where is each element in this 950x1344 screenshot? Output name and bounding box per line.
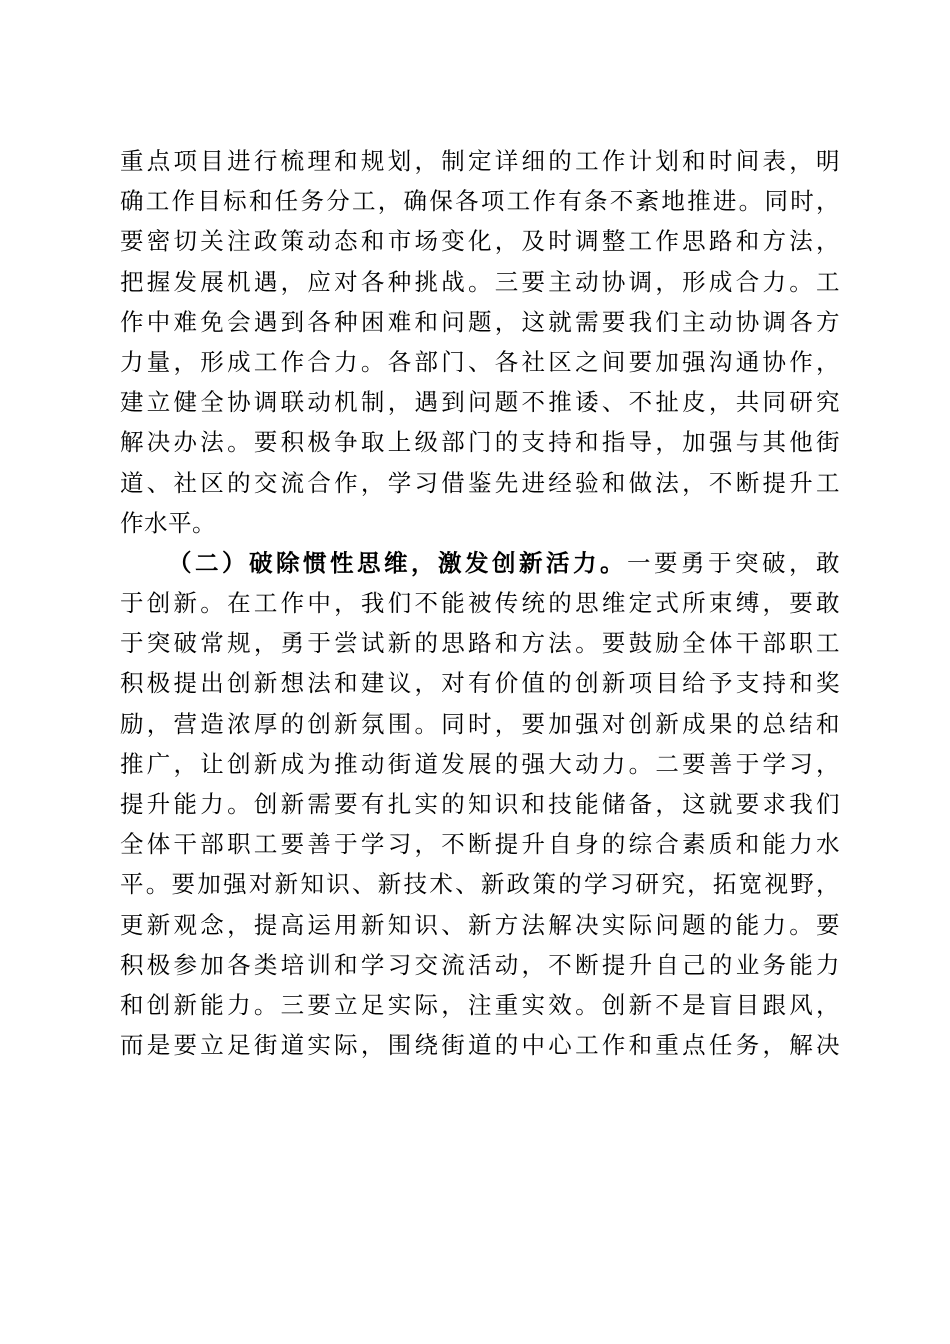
text-line: 积极参加各类培训和学习交流活动，不断提升自己的业务能力 [120, 950, 840, 979]
text-line: 解决办法。要积极争取上级部门的支持和指导，加强与其他街 [120, 428, 840, 457]
section-heading: （二）破除惯性思维，激发创新活力。 [168, 548, 627, 577]
text-line: 把握发展机遇，应对各种挑战。三要主动协调，形成合力。工 [120, 267, 840, 296]
text-line: 要密切关注政策动态和市场变化，及时调整工作思路和方法， [120, 227, 840, 256]
paragraph-2-first-line [120, 543, 840, 583]
text-line: 提升能力。创新需要有扎实的知识和技能储备，这就要求我们 [120, 790, 840, 818]
text-line: 而是要立足街道实际，围绕街道的中心工作和重点任务，解决 [120, 1031, 840, 1060]
text-line: 确工作目标和任务分工，确保各项工作有条不紊地推进。同时， [120, 187, 840, 216]
text-line: 作水平。 [120, 508, 216, 537]
text-line: 平。要加强对新知识、新技术、新政策的学习研究，拓宽视野， [120, 870, 840, 899]
text-line: 重点项目进行梳理和规划，制定详细的工作计划和时间表，明 [120, 147, 840, 175]
text-line: 作中难免会遇到各种困难和问题，这就需要我们主动协调各方 [120, 307, 840, 336]
text-line: 道、社区的交流合作，学习借鉴先进经验和做法，不断提升工 [120, 468, 840, 497]
text-line: 和创新能力。三要立足实际，注重实效。创新不是盲目跟风， [120, 990, 840, 1019]
text-line: 积极提出创新想法和建议，对有价值的创新项目给予支持和奖 [120, 669, 840, 698]
text-line: 推广，让创新成为推动街道发展的强大动力。二要善于学习， [120, 749, 840, 778]
text-line: 更新观念，提高运用新知识、新方法解决实际问题的能力。要 [120, 910, 840, 939]
text-line: 于创新。在工作中，我们不能被传统的思维定式所束缚，要敢 [120, 589, 840, 618]
text-run: 一要勇于突破，敢 [627, 548, 840, 577]
document-body [120, 141, 840, 1065]
text-line: 励，营造浓厚的创新氛围。同时，要加强对创新成果的总结和 [120, 709, 840, 738]
text-line: 力量，形成工作合力。各部门、各社区之间要加强沟通协作， [120, 347, 840, 376]
text-line: 建立健全协调联动机制，遇到问题不推诿、不扯皮，共同研究 [120, 388, 840, 417]
paragraph-1 [120, 141, 840, 543]
text-line: 全体干部职工要善于学习，不断提升自身的综合素质和能力水 [120, 830, 840, 859]
text-line: 于突破常规，勇于尝试新的思路和方法。要鼓励全体干部职工 [120, 629, 840, 658]
paragraph-2 [120, 543, 840, 1065]
